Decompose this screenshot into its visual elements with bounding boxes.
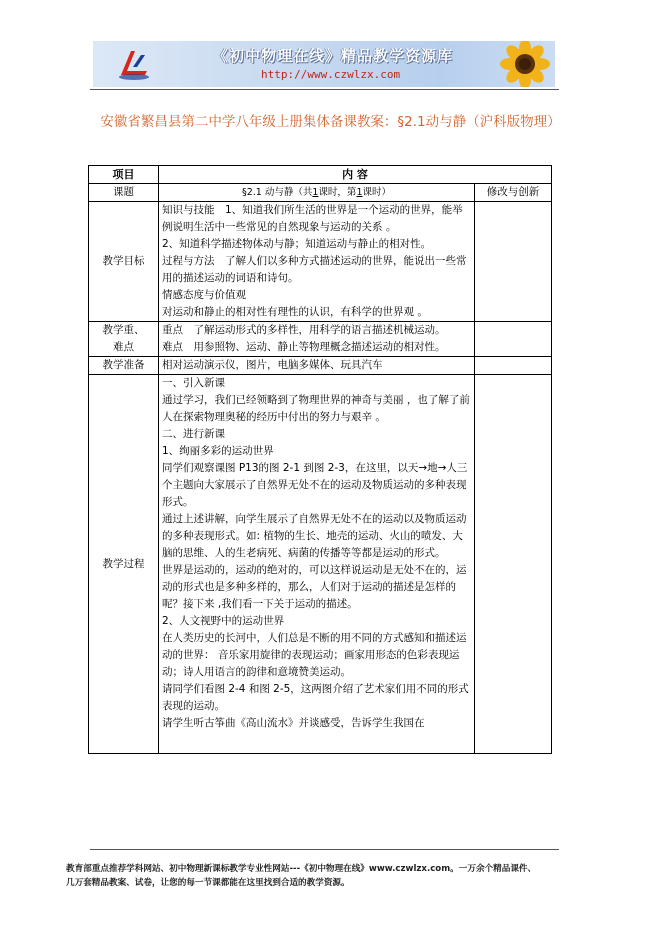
- process-line: 通过上述讲解，向学生展示了自然界无处不在的运动以及物质运动的多种表现形式。如: 植物的生长、地壳的运动、火山的喷发、大脑的思维、人的生老病死、病菌的传播等等都是运动的形式。: [162, 513, 467, 559]
- keypoints-line: 重点 了解运动形式的多样性，用科学的语言描述机械运动。: [162, 324, 446, 336]
- process-line: 在人类历史的长河中，人们总是不断的用不同的方式感知和描述运动的世界： 音乐家用旋律的表现运动；画家用形态的色彩表现运动；诗人用语言的韵律和意境赞美运动。: [162, 632, 467, 678]
- process-line: 一、引入新课: [162, 377, 225, 389]
- goals-label: 教学目标: [89, 202, 159, 322]
- process-notes: [475, 375, 552, 754]
- footer-line-2: 几万套精品教案、试卷，让您的每一节课都能在这里找到合适的教学资源。: [66, 878, 350, 888]
- keypoints-label: [89, 322, 159, 357]
- topic-label: 课题: [89, 184, 159, 202]
- topic-mid: 课时，第: [318, 187, 357, 198]
- footer-divider: [90, 849, 559, 850]
- process-row: [89, 375, 552, 754]
- goals-line: 知识与技能 1、知道我们所生活的世界是一个运动的世界，能举例说明生活中一些常见的自然现象与运动的关系 。: [162, 204, 463, 233]
- preparation-label: 教学准备: [89, 357, 159, 375]
- keypoints-label-1: 教学重、: [102, 324, 145, 336]
- goals-row: [89, 202, 552, 322]
- site-logo-icon: [117, 47, 151, 81]
- process-line: 通过学习，我们已经领略到了物理世界的神奇与美丽 ，也了解了前人在探索物理奥秘的经历中付出的努力与艰辛 。: [162, 394, 470, 423]
- process-line: 1、绚丽多彩的运动世界: [162, 445, 274, 457]
- goals-content: [159, 202, 475, 322]
- footer-line-1: 教育部重点推荐学科网站、初中物理新课标教学专业性网站---《初中物理在线》www.czwlzx.com。一万余个精品课件、: [66, 864, 537, 874]
- process-line: 二、进行新课: [162, 428, 225, 440]
- header-divider: [90, 89, 559, 90]
- preparation-notes: [475, 357, 552, 375]
- header-content: 内 容: [159, 166, 552, 184]
- document-title: 安徽省繁昌县第二中学八年级上册集体备课教案：§2.1动与静（沪科版物理）: [100, 114, 561, 130]
- goals-line: 过程与方法 了解人们以多种方式描述运动的世界，能说出一些常用的描述运动的词语和诗句。: [162, 255, 467, 284]
- keypoints-label-2: 难点: [113, 341, 134, 353]
- process-line: 世界是运动的，运动的绝对的，可以这样说运动是无处不在的，运动的形式也是多种多样的，那么，人们对于运动的描述是怎样的呢？接下来 ,我们看一下关于运动的描述。: [162, 564, 467, 610]
- keypoints-notes: [475, 322, 552, 357]
- total-periods: 1: [312, 187, 319, 198]
- process-content: [159, 375, 475, 754]
- goals-line: 对运动和静止的相对性有理性的认识，有科学的世界观 。: [162, 306, 428, 318]
- preparation-content: 相对运动演示仪，图片，电脑多媒体、玩具汽车: [159, 357, 475, 375]
- banner-title: 《初中物理在线》精品教学资源库: [213, 47, 454, 65]
- table-header-row: [89, 166, 552, 184]
- preparation-row: [89, 357, 552, 375]
- process-label: 教学过程: [89, 375, 159, 754]
- keypoints-content: [159, 322, 475, 357]
- notes-header: 修改与创新: [475, 184, 552, 202]
- goals-notes: [475, 202, 552, 322]
- topic-prefix: §2.1 动与静（共: [241, 187, 313, 198]
- process-line: 同学们观察课图 P13的图 2-1 到图 2-3，在这里，以天→地→人三个主题向大家展示了自然界无处不在的运动及物质运动的多种表现形式。: [162, 462, 468, 508]
- banner-url[interactable]: http://www.czwlzx.com: [261, 68, 401, 81]
- topic-row: [89, 184, 552, 202]
- header-banner: [93, 41, 555, 87]
- goals-line: 情感态度与价值观: [162, 289, 246, 301]
- sunflower-icon: [491, 41, 555, 87]
- goals-line: 2、知道科学描述物体动与静；知道运动与静止的相对性。: [162, 238, 432, 250]
- header-item: 项目: [89, 166, 159, 184]
- topic-content: [159, 184, 475, 202]
- process-line: 请学生听古筝曲《高山流水》并谈感受，告诉学生我国在: [162, 717, 425, 729]
- process-line: 请同学们看图 2-4 和图 2-5，这两图介绍了艺术家们用不同的形式表现的运动。: [162, 683, 469, 712]
- footer: [66, 862, 596, 890]
- keypoints-line: 难点 用参照物、运动、静止等物理概念描述运动的相对性。: [162, 341, 446, 353]
- topic-suffix: 课时）: [362, 187, 391, 198]
- process-line: 2、人文视野中的运动世界: [162, 615, 285, 627]
- lesson-plan-table: [88, 165, 552, 754]
- current-period: 1: [356, 187, 363, 198]
- keypoints-row: [89, 322, 552, 357]
